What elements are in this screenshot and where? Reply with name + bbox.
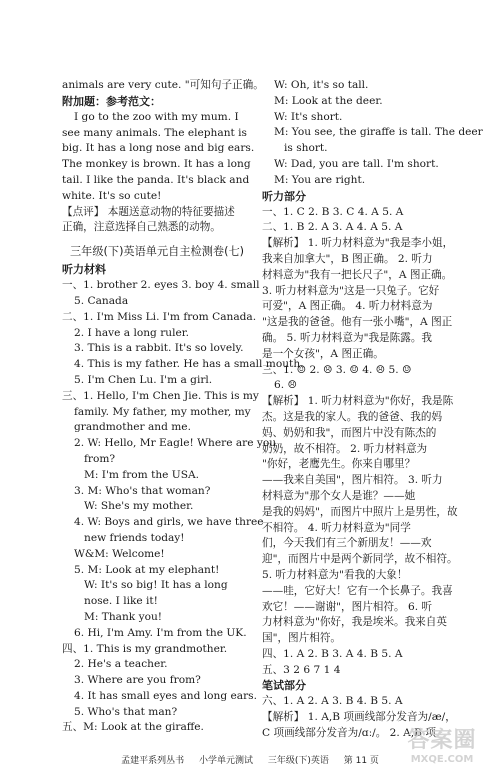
watermark-main: 答案圈 xyxy=(407,728,477,753)
analysis-line: ——哇，它好大！它有一个长鼻子。我喜 xyxy=(262,584,453,597)
answer-line: family. My father, my mother, my xyxy=(74,405,251,418)
answer-line: grandmother and me. xyxy=(74,421,191,434)
footer-grade: 三年级(下)英语 xyxy=(267,756,329,766)
answer-line: 五、M: Look at the giraffe. xyxy=(62,721,204,734)
text-line: white. It's so cute! xyxy=(62,189,162,202)
analysis-line: 5. 听力材料意为"看我的大象！ xyxy=(262,568,408,581)
section-heading: 笔试部分 xyxy=(262,679,306,693)
answer-line: 5. Canada xyxy=(74,294,129,307)
answer-line: M: You are right. xyxy=(274,173,366,186)
section-heading: 听力材料 xyxy=(62,263,106,277)
answer-line: 三、1. Hello, I'm Chen Jie. This is my xyxy=(62,389,259,402)
answer-line: from? xyxy=(84,452,116,465)
analysis-line: 是我的妈妈"，而图片中照片上是男性，故 xyxy=(262,505,458,518)
analysis-line: 【解析】 1. A,B 项画线部分发音为/æ/， xyxy=(262,711,456,724)
answer-line: M: Look at the deer. xyxy=(274,94,383,107)
answer-line: new friends today! xyxy=(84,531,185,544)
answer-line: 2. I have a long ruler. xyxy=(74,326,190,339)
answer-line: 一、1. brother 2. eyes 3. boy 4. small xyxy=(62,279,260,292)
analysis-line: 力材料意为"你好，我是埃米。我来自英 xyxy=(262,616,447,629)
section-heading: 附加题：参考范文： xyxy=(62,94,161,108)
answer-line: 5. I'm Chen Lu. I'm a girl. xyxy=(74,373,213,386)
analysis-line: 确。 5. 听力材料意为"我是陈露。我 xyxy=(262,331,433,344)
comment-line: 【点评】 本题送意动物的特征要描述 xyxy=(62,205,235,218)
analysis-line: 材料意为"我有一把长尺子"，A 图正确。 xyxy=(262,268,453,281)
answer-line: M: I'm from the USA. xyxy=(84,468,199,481)
answer-line: nose. I like it! xyxy=(84,595,158,608)
answer-line: 4. It has small eyes and long ears. xyxy=(74,689,257,702)
answer-line: M: You see, the giraffe is tall. The deer xyxy=(274,126,483,139)
analysis-line: 国"，图片相符。 xyxy=(262,632,342,645)
text-line: tail. I like the panda. It's black and xyxy=(62,173,250,186)
answer-line: 六、1. A 2. A 3. B 4. B 5. A xyxy=(262,695,403,708)
text-line: I go to the zoo with my mum. I xyxy=(74,110,239,123)
analysis-line: ——我来自美国"，图片相符。 3. 听力 xyxy=(262,474,443,487)
answer-line: 5. M: Look at my elephant! xyxy=(74,563,220,576)
answer-line: 三、1. ☺ 2. ☹ 3. ☺ 4. ☹ 5. ☺ xyxy=(262,363,412,376)
analysis-line: 不相符。 4. 听力材料意为"同学 xyxy=(262,521,411,534)
answer-line: 3. This is a rabbit. It's so lovely. xyxy=(74,342,244,355)
answer-line: 二、1. I'm Miss Li. I'm from Canada. xyxy=(62,310,257,323)
test-title: 三年级(下)英语单元自主检测卷(七) xyxy=(69,245,245,259)
analysis-line: 妈、奶奶和我"，而图片中没有陈杰的 xyxy=(262,426,437,439)
answer-line: W: Oh, it's so tall. xyxy=(274,79,369,91)
analysis-line: "你好，老鹰先生。你来自哪里？ xyxy=(262,458,416,471)
answer-line: 2. W: Hello, Mr Eagle! Where are you xyxy=(74,437,277,450)
analysis-line: 【解析】 1. 听力材料意为"我是李小姐， xyxy=(262,237,454,250)
watermark-logo xyxy=(394,728,490,768)
answer-line: M: Thank you! xyxy=(84,610,163,623)
answer-line: W: It's short. xyxy=(274,110,343,123)
answer-line: W: Dad, you are tall. I'm short. xyxy=(274,157,439,170)
analysis-line: 欢它！——谢谢"，图片相符。 6. 听 xyxy=(262,600,433,613)
analysis-line: 材料意为"那个女人是谁？——她 xyxy=(262,489,416,502)
analysis-line: 是一个女孩"，A 图正确。 xyxy=(262,347,384,360)
answer-line: 一、1. C 2. B 3. C 4. A 5. A xyxy=(262,205,404,218)
answer-line: 6. ☹ xyxy=(274,379,297,392)
text-line: animals are very cute. "可知句子正确。 xyxy=(62,79,264,91)
analysis-line: C 项画线部分发音为/ɑː/。 2. A,B 项 xyxy=(262,727,436,740)
footer-series: 孟建平系列丛书 xyxy=(121,756,185,766)
watermark-site: MXQE.COM xyxy=(410,754,474,765)
answer-line: 6. Hi, I'm Amy. I'm from the UK. xyxy=(74,626,247,639)
analysis-line: 【解析】 1. 听力材料意为"你好，我是陈 xyxy=(262,395,454,408)
analysis-line: 可爱"，A 图正确。 4. 听力材料意为 xyxy=(262,300,433,313)
text-line: big. It has a long nose and big ears. xyxy=(62,142,255,155)
answer-line: W: She's my mother. xyxy=(84,500,194,513)
text-line: 正确，注意选择自己熟悉的动物。 xyxy=(62,221,221,234)
analysis-line: 奶奶，故不相符。 2. 听力材料意为 xyxy=(262,442,428,455)
answer-line: 四、1. A 2. B 3. A 4. B 5. A xyxy=(262,647,403,660)
answer-line: is short. xyxy=(284,142,328,155)
answer-line: W&M: Welcome! xyxy=(74,547,165,560)
analysis-line: 杰。这是我的家人。我的爸爸、我的妈 xyxy=(262,410,443,423)
answer-line: 5. Who's that man? xyxy=(74,705,178,718)
answer-line: 2. He's a teacher. xyxy=(74,658,168,671)
answer-line: W: It's so big! It has a long xyxy=(84,579,228,592)
answer-line: 3. Where are you from? xyxy=(74,674,201,687)
text-line: The monkey is brown. It has a long xyxy=(62,158,251,171)
section-heading: 听力部分 xyxy=(262,189,306,203)
answer-line: 3. M: Who's that woman? xyxy=(74,484,211,497)
analysis-line: 们，今天我们有三个新朋友！——欢 xyxy=(262,537,432,550)
answer-line: 五、3 2 6 7 1 4 xyxy=(262,663,341,676)
answer-line: 二、1. B 2. A 3. A 4. A 5. A xyxy=(262,221,403,234)
answer-line: 4. W: Boys and girls, we have three xyxy=(74,516,264,529)
analysis-line: 迎"，而图片中是两个新同学，故不相符。 xyxy=(262,553,458,566)
analysis-line: 3. 听力材料意为"这是一只兔子。它好 xyxy=(262,284,440,297)
footer-page-number: 第 11 页 xyxy=(343,756,379,766)
answer-line: 4. This is my father. He has a small mouth. xyxy=(74,358,304,371)
text-line: see many animals. The elephant is xyxy=(62,126,247,139)
footer-book: 小学单元测试 xyxy=(198,756,253,766)
analysis-line: 我来自加拿大"，B 图正确。 2. 听力 xyxy=(262,252,433,265)
analysis-line: "这是我的爸爸。他有一张小嘴"，A 图正 xyxy=(262,316,453,329)
answer-line: 四、1. This is my grandmother. xyxy=(62,642,228,655)
